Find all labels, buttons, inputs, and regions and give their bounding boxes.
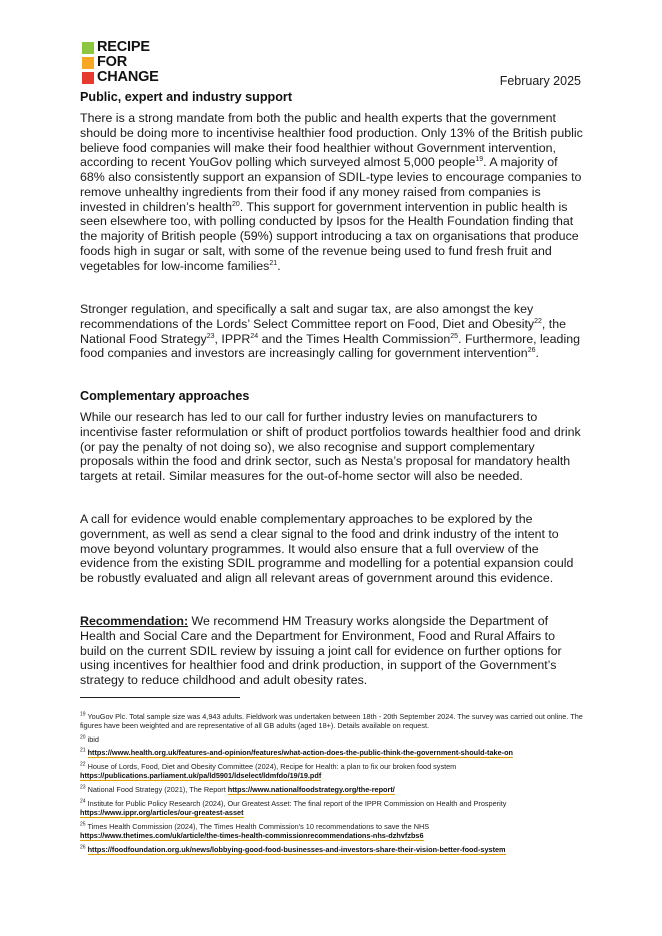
footnote-23: $^{23}$ National Food Strategy (2021), The Report https://www.nationalfoodstrategy.org/the-report/ [80,784,395,794]
footnote-24-link[interactable]: https://www.ippr.org/articles/our-greatest-asset [80,808,244,818]
logo-text-line-1: RECIPE [97,39,150,55]
logo-text-line-3: CHANGE [97,69,159,85]
footnote-25: $^{25}$ Times Health Commission (2024), The Times Health Commission's 10 recommendations to save the NHS https://www.thetimes.com/uk/article/the-times-health-commissionrecommendations-nhs-dzhvfzbs6 [80,821,430,841]
footnote-24: $^{24}$ Institute for Public Policy Research (2024), Our Greatest Asset: The final report of the IPPR Commission on Health and Prosperity https://www.ippr.org/articles/our-greatest-asset [80,798,507,818]
paragraph-research-levies: While our research has led to our call for further industry levies on manufacturers to incentivise faster reformulation or shift of product portfolios towards healthier food and drink (or pay the penalty of not doing so), we also recognise and support complementary proposals within the food and drink sector, such as Nesta’s proposal for mandatory health targets at retail. Similar measures for the out-of-home sector will also be needed. [80,410,581,483]
recipe-for-change-logo [82,40,159,85]
paragraph-mandate: There is a strong mandate from both the public and health experts that the government should be doing more to incentivise healthier food production. Only 13% of the British public believe food companies will make their food healthier without Government intervention, according to recent YouGov polling which surveyed almost 5,000 people$^{19}$. A majority of 68% also consistently support an expansion of SDIL-type levies to encourage companies to remove unhealthy ingredients from their food if any money raised from companies is invested in children’s health$^{20}$. This support for government intervention in public health is seen elsewhere too, with polling conducted by Ipsos for the Health Foundation finding that the majority of British people (59%) support introducing a tax on organisations that produce foods high in sugar or salt, with some of the revenue being used to fund fresh fruit and vegetables for low-income families$^{21}$. [80,111,583,273]
logo-red-square [82,72,94,84]
footnote-26-link[interactable]: https://foodfoundation.org.uk/news/lobbying-good-food-businesses-and-investors-share-their-vision-better-food-system [87,845,506,854]
footnote-23-link[interactable]: https://www.nationalfoodstrategy.org/the-report/ [227,785,395,794]
heading-public-support: Public, expert and industry support [80,90,293,104]
footnote-19: $^{19}$ YouGov Plc. Total sample size was 4,943 adults. Fieldwork was undertaken between 18th - 20th September 2024. The survey was carried out online. The figures have been weighted and are representative of all GB adults (aged 18+). Details available on request. [80,711,583,731]
paragraph-call-for-evidence: A call for evidence would enable complementary approaches to be explored by the government, as well as send a clear signal to the food and drink industry of the intent to move beyond voluntary programmes. It would also ensure that a full overview of the evidence from the existing SDIL programme and modelling for a potential expansion could be robustly evaluated and align all relevant areas of government around this evidence. [80,512,574,585]
recommendation-label: Recommendation: [80,614,189,628]
footnote-divider [80,697,240,698]
document-date: February 2025 [499,74,581,88]
footnote-22-link[interactable]: https://publications.parliament.uk/pa/ld5901/ldselect/ldmfdo/19/19.pdf [80,771,322,781]
paragraph-recommendation: Recommendation: We recommend HM Treasury works alongside the Department of Health and Social Care and the Department for Environment, Food and Rural Affairs to build on the current SDIL review by issuing a joint call for evidence on further options for using incentives for healthier food and drink production, in support of the Government’s strategy to reduce childhood and adult obesity rates. [80,614,562,687]
heading-complementary-approaches: Complementary approaches [80,389,250,403]
logo-green-square [82,42,94,54]
logo-text-line-2: FOR [97,54,128,70]
footnote-26: $^{26}$ https://foodfoundation.org.uk/news/lobbying-good-food-businesses-and-investors-share-their-vision-better-food-system [80,844,506,854]
footnote-20: $^{20}$ ibid [80,734,99,744]
footnote-22: $^{22}$ House of Lords, Food, Diet and Obesity Committee (2024), Recipe for Health: a plan to fix our broken food system https://publications.parliament.uk/pa/ld5901/ldselect/ldmfdo/19/19.pdf [80,761,457,781]
paragraph-stronger-regulation: Stronger regulation, and specifically a salt and sugar tax, are also amongst the key recommendations of the Lords’ Select Committee report on Food, Diet and Obesity$^{22}$, the National Food Strategy$^{23}$, IPPR$^{24}$ and the Times Health Commission$^{25}$. Furthermore, leading food companies and investors are increasingly calling for government intervention$^{26}$. [80,302,580,361]
footnote-21-link[interactable]: https://www.health.org.uk/features-and-opinion/features/what-action-does-the-public-think-the-government-should-take-on [87,748,513,757]
logo-orange-square [82,57,94,69]
footnote-25-link[interactable]: https://www.thetimes.com/uk/article/the-times-health-commissionrecommendations-nhs-dzhvfzbs6 [80,831,424,841]
footnote-21: $^{21}$ https://www.health.org.uk/features-and-opinion/features/what-action-does-the-public-think-the-government-should-take-on [80,747,513,757]
